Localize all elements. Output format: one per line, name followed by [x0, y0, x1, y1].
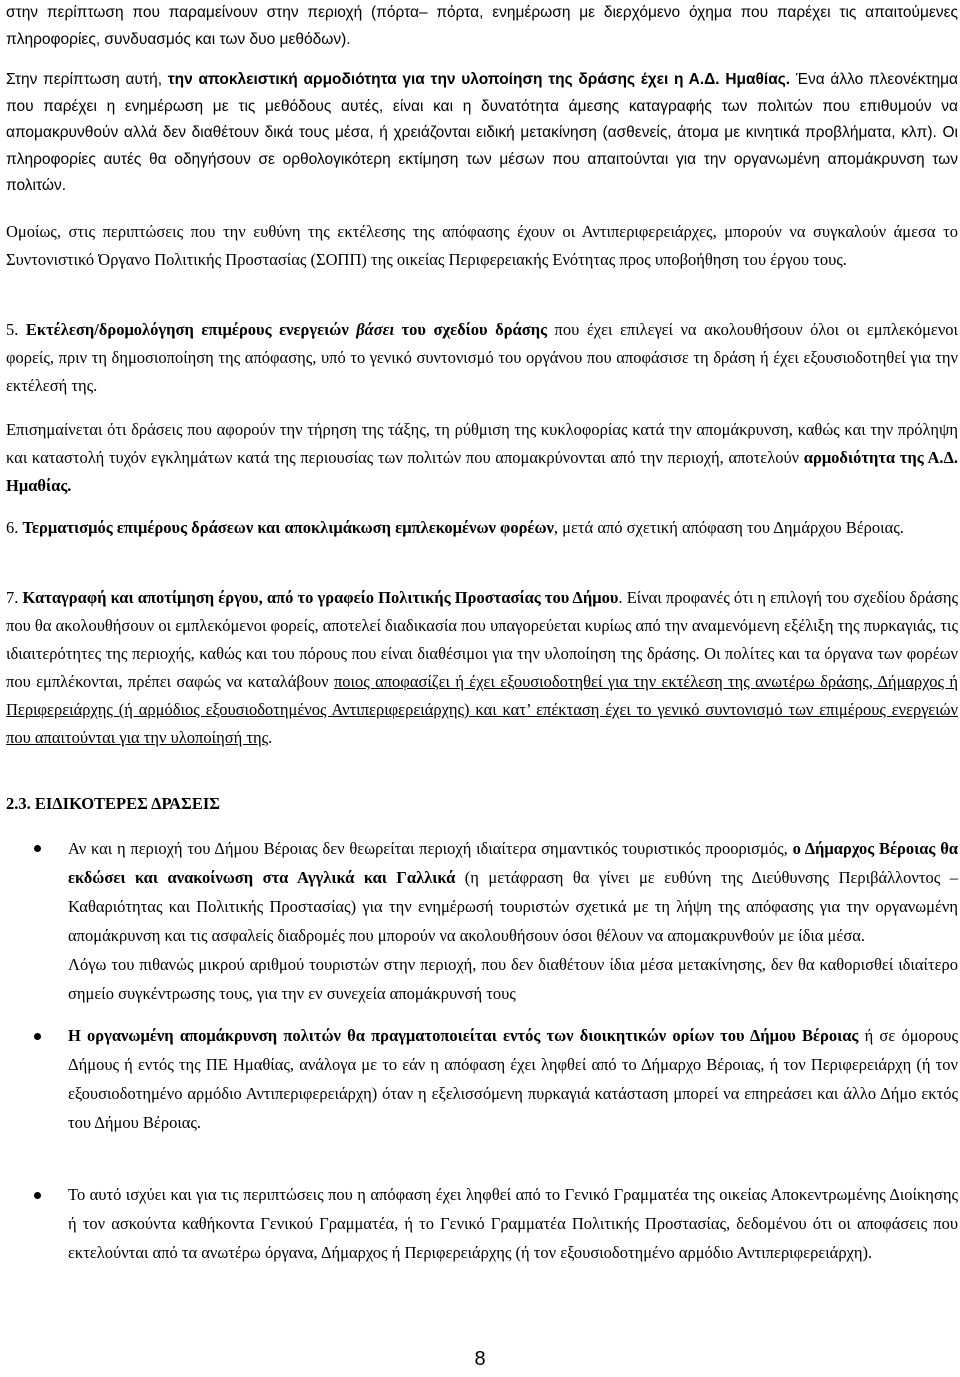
item-bold-text: Τερματισμός επιμέρους δράσεων και αποκλιμάκωση εμπλεκομένων φορέων — [22, 518, 554, 537]
item-5 — [6, 316, 958, 400]
section-title — [6, 790, 958, 818]
section-title-text: 2.3. ΕΙΔΙΚΟΤΕΡΕΣ ΔΡΑΣΕΙΣ — [6, 794, 221, 813]
item-text: . — [268, 728, 273, 747]
paragraph-omoiws — [6, 218, 958, 274]
bullet-text-continuation: Λόγω του πιθανώς μικρού αριθμού τουριστών στην περιοχή, που δεν διαθέτουν ίδια μέσα μετακίνησης, δεν θα καθορισθεί ιδιαίτερο σημείο συγκέντρωσης τους, για την εν συνεχεία απομάκρυνσή τους — [68, 955, 958, 1003]
item-6 — [6, 514, 958, 542]
item-bold-text: του σχεδίου δράσης — [394, 320, 548, 339]
bullet-icon — [34, 1192, 41, 1199]
item-text: . Είναι προφανές ότι η επιλογή του σχεδίου δράσης που θα ακολουθήσουν οι εμπλεκόμενοι φορείς, αποτελεί διαδικασία που υπαγορεύεται κυρίως από την αναμενόμενη εξέλιξη της πυρκαγιάς, τις ιδιαιτερότητες της περιοχής, καθώς και του πόρους που είναι διαθέσιμοι για την υλοποίηση της δράσης. Οι πολίτες και τα όργανα των φορέων που εμπλέκονται, πρέπει σαφώς να καταλάβουν — [6, 588, 958, 691]
paragraph-text: στην περίπτωση που παραμείνουν στην περιοχή (πόρτα– πόρτα, ενημέρωση με διερχόμενο όχημα που παρέχει τις απαιτούμενες πληροφορίες, συνδυασμός και των δυο μεθόδων). — [6, 4, 958, 48]
item-underlined-text: ποιος αποφασίζει ή έχει εξουσιοδοτηθεί για την εκτέλεση της ανωτέρω δράσης, Δήμαρχος ή Περιφερειάρχης (ή αρμόδιος εξουσιοδοτημένος Αντιπεριφερειάρχης) και κατ’ επέκταση έχει το γενικό συντονισμό των επιμέρους ενεργειών που απαιτούνται για την υλοποίησή της — [6, 672, 958, 747]
bullet-item-tourists — [68, 834, 958, 1008]
item-number: 5. — [6, 320, 26, 339]
page-number: 8 — [474, 1348, 486, 1370]
bullet-item-decentralized — [68, 1180, 958, 1267]
bullet-bold-text: ο Δήμαρχος Βέροιας θα εκδώσει και ανακοίνωση στα Αγγλικά και Γαλλικά — [68, 839, 959, 887]
paragraph-authority — [6, 67, 958, 200]
paragraph-text: Ομοίως, στις περιπτώσεις που την ευθύνη της εκτέλεσης της απόφασης έχουν οι Αντιπεριφερειάρχες, μπορούν να συγκαλούν άμεσα το Συντονιστικό Όργανο Πολιτικής Προστασίας (ΣΟΠΠ) της οικείας Περιφερειακής Ενότητας προς υποβοήθηση του έργου τους. — [6, 222, 958, 269]
bullet-text: (η μετάφραση θα γίνει με ευθύνη της Διεύθυνσης Περιβάλλοντος – Καθαριότητας και Πολιτικής Προστασίας) για την ενημέρωσή τουριστών σχετικά με τη λήψη της απόφασης για την οργανωμένη απομάκρυνση και τις ασφαλείς διαδρομές που μπορούν να ακολουθήσουν όσοι θέλουν να απομακρυνθούν με ίδια μέσα. — [68, 868, 958, 945]
item-number: 7. — [6, 588, 23, 607]
item-bold-italic-text: βάσει — [356, 320, 395, 339]
paragraph-continuation — [6, 0, 958, 53]
bullet-icon — [34, 1033, 41, 1040]
bullet-text: ή σε όμορους Δήμους ή εντός της ΠΕ Ημαθίας, ανάλογα με το εάν η απόφαση έχει ληφθεί από το Δήμαρχο Βέροιας, ή τον Περιφερειάρχη (ή τον εξουσιοδοτημένο αρμόδιο Αντιπεριφερειάρχη) όταν η εξελισσόμενη πυρκαγιά κατάσταση μπορεί να επηρεάσει και άλλο Δήμο εκτός του Δήμου Βέροιας. — [68, 1026, 958, 1132]
item-7 — [6, 584, 958, 752]
bullet-icon — [34, 845, 41, 852]
item-text: που έχει επιλεγεί να ακολουθήσουν όλοι οι εμπλεκόμενοι φορείς, πριν τη δημοσιοποίηση της απόφασης, υπό το γενικό συντονισμό του οργάνου που αποφάσισε τη δράση ή έχει εξουσιοδοτηθεί για την εκτέλεσή της. — [6, 320, 958, 395]
item-bold-text: Εκτέλεση/δρομολόγηση επιμέρους ενεργειών — [25, 320, 357, 339]
item-bold-text: Καταγραφή και αποτίμηση έργου, από το γραφείο Πολιτικής Προστασίας του Δήμου — [22, 588, 619, 607]
item-text: , μετά από σχετική απόφαση του Δημάρχου Βέροιας. — [553, 518, 904, 537]
paragraph-bold-text: την αποκλειστική αρμοδιότητα για την υλοποίηση της δράσης έχει η Α.Δ. Ημαθίας. — [167, 71, 791, 88]
paragraph-text: Στην περίπτωση αυτή, — [6, 71, 168, 88]
paragraph-text: Επισημαίνεται ότι δράσεις που αφορούν την τήρηση της τάξης, τη ρύθμιση της κυκλοφορίας κατά την απομάκρυνση, καθώς και την πρόληψη και καταστολή τυχόν εγκλημάτων κατά της περιουσίας των πολιτών που απομακρύνονται από την περιοχή, αποτελούν — [6, 420, 958, 467]
bullet-item-evacuation — [68, 1021, 958, 1137]
item-number: 6. — [6, 518, 23, 537]
bullet-text: Το αυτό ισχύει και για τις περιπτώσεις που η απόφαση έχει ληφθεί από το Γενικό Γραμματέα της οικείας Αποκεντρωμένης Διοίκησης ή τον ασκούντα καθήκοντα Γενικού Γραμματέα, ή το Γενικό Γραμματέα Πολιτικής Προστασίας, δεδομένου ότι οι αποφάσεις που εκτελούνται από τα ανωτέρω όργανα, Δήμαρχος ή Περιφερειάρχης (ή τον εξουσιοδοτημένο αρμόδιο Αντιπεριφερειάρχη). — [68, 1185, 958, 1262]
paragraph-episimainetai — [6, 416, 958, 500]
bullet-bold-text: Η οργανωμένη απομάκρυνση πολιτών θα πραγματοποιείται εντός των διοικητικών ορίων του Δήμου Βέροιας — [68, 1026, 859, 1045]
paragraph-bold-text: αρμοδιότητα της Α.Δ. Ημαθίας. — [6, 448, 958, 495]
bullet-text: Αν και η περιοχή του Δήμου Βέροιας δεν θεωρείται περιοχή ιδιαίτερα σημαντικός τουριστικός προορισμός, — [68, 839, 793, 858]
paragraph-text: Ένα άλλο πλεονέκτημα που παρέχει η ενημέρωση με τις μεθόδους αυτές, είναι και η δυνατότητα άμεσης καταγραφής των πολιτών που επιθυμούν να απομακρυνθούν αλλά δεν διαθέτουν δικά τους μέσα, ή χρειάζονται ειδική μετακίνηση (ασθενείς, άτομα με κινητικά προβλήματα, κλπ). Οι πληροφορίες αυτές θα οδηγήσουν σε ορθολογικότερη εκτίμηση των μέσων που απαιτούνται για την οργανωμένη απομάκρυνση των πολιτών. — [6, 71, 958, 194]
